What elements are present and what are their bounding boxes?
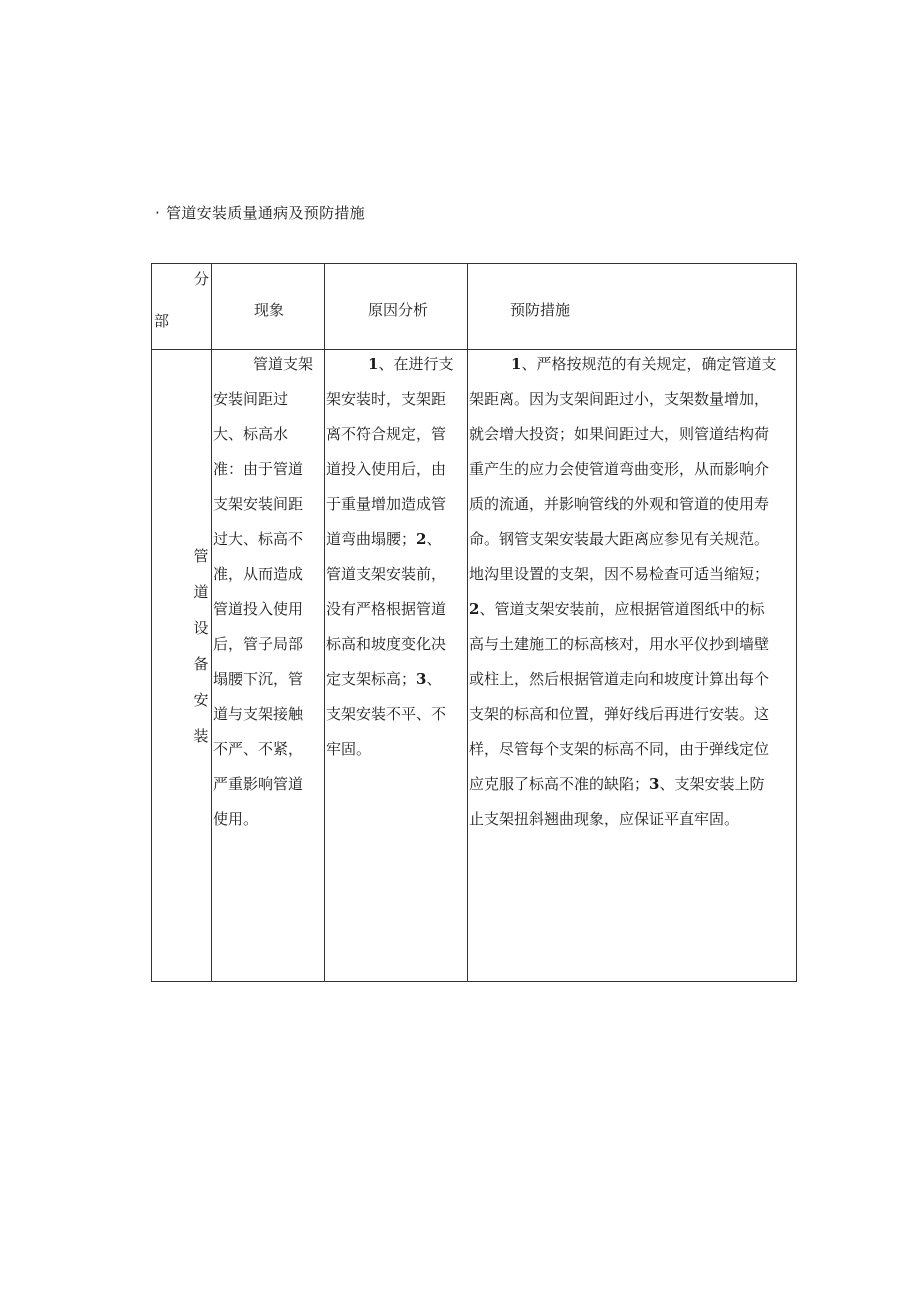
category-char: 装 [193,727,209,745]
prevention-number-2: 2 [469,600,480,618]
header-bu: 部 [154,312,170,330]
header-fen: 分 [194,270,210,288]
cause-cell [326,347,454,767]
category-char: 备 [193,655,209,673]
column-divider-3 [467,264,468,981]
category-char: 道 [193,583,209,601]
header-phenomenon: 现象 [254,301,285,319]
prevention-cell [469,347,779,837]
phenomenon-text: 管道支架安装间距过大、标高水准：由于管道支架安装间距过大、标高不准，从而造成管道投入使用后，管子局部塌腰下沉，管道与支架接触不严、不紧，严重影响管道使用。 [213,355,314,828]
prevention-text-1: 、严格按规范的有关规定，确定管道支架距离。因为支架间距过小，支架数量增加，就会增大投资；如果间距过大，则管道结构荷重产生的应力会使管道弯曲变形，从而影响介质的流通，并影响管线的外观和管道的使用寿命。钢管支架安装最大距离应参见有关规范。地沟里设置的支架，因不易检查可适当缩短； [469,355,777,583]
cause-text-3: 、支架安装不平、不牢固。 [326,670,447,758]
quality-table [151,263,797,982]
cause-text-1: 、在进行支架安装时，支架距离不符合规定，管道投入使用后，由于重量增加造成管道弯曲塌腰； [326,355,454,548]
title-bullet: · [155,204,161,222]
prevention-text-2: 、管道支架安装前，应根据管道图纸中的标高与土建施工的标高核对，用水平仪抄到墙壁或柱上，然后根据管道走向和坡度计算出每个支架的标高和位置，弹好线后再进行安装。这样，尽管每个支架的标高不同，由于弹线定位应克服了标高不准的缺陷； [469,600,770,793]
header-cause: 原因分析 [368,301,429,319]
cause-number-1: 1 [368,355,379,373]
category-char: 安 [193,691,209,709]
category-char: 管 [193,547,209,565]
cause-text-2: 、管道支架安装前，没有严格根据管道标高和坡度变化决定支架标高； [326,530,447,688]
cause-number-2: 2 [416,530,427,548]
prevention-text-3: 、支架安装上防止支架扭斜翘曲现象，应保证平直牢固。 [469,775,765,828]
document-title [155,202,365,223]
prevention-number-1: 1 [511,355,522,373]
title-text: 管道安装质量通病及预防措施 [166,204,365,222]
category-char: 设 [193,619,209,637]
header-prevention: 预防措施 [510,301,571,319]
column-divider-2 [324,264,325,981]
category-cell [188,538,214,754]
prevention-number-3: 3 [649,775,660,793]
phenomenon-cell [213,347,313,837]
cause-number-3: 3 [416,670,427,688]
